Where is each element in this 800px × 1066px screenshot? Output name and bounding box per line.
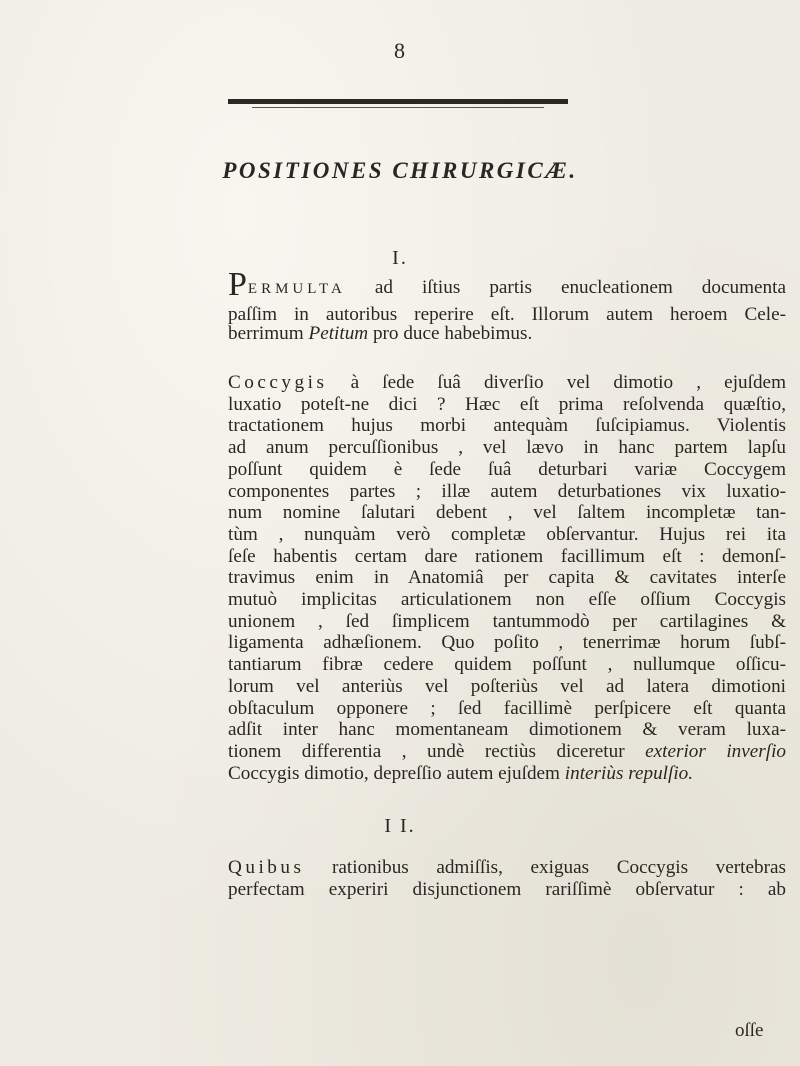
line-text: ad anum percuſſionibus , vel lævo in hanc partem lapſu bbox=[228, 437, 786, 459]
opening-word: Quibus bbox=[228, 857, 305, 878]
line-text: ligamenta adhæſionem. Quo poſito , tenerrimæ horum ſubſ- bbox=[228, 632, 786, 654]
text-line bbox=[228, 741, 786, 763]
text-line bbox=[228, 481, 786, 503]
opening-word: Coccygis bbox=[228, 372, 328, 393]
text-line bbox=[228, 654, 786, 676]
opening-word: ERMULTA bbox=[247, 281, 346, 297]
line-text: ſeſe habentis certam dare rationem facillimum eſt : demonſ- bbox=[228, 545, 786, 567]
line-text: berrimum bbox=[228, 323, 309, 344]
text-line bbox=[228, 676, 786, 698]
paragraph-1 bbox=[228, 266, 786, 344]
line-text: tùm , nunquàm verò completæ obſervantur. Hujus rei ita bbox=[228, 523, 786, 545]
text-line bbox=[228, 305, 786, 324]
text-line bbox=[228, 324, 786, 343]
italic-text: interiùs repulſio. bbox=[564, 762, 694, 784]
page-title: POSITIONES CHIRURGICÆ. bbox=[222, 158, 578, 183]
line-text: ad iſtius partis enucleationem documenta bbox=[345, 277, 786, 298]
text-line bbox=[228, 524, 786, 546]
text-line bbox=[228, 611, 786, 633]
line-text: mutuò implicitas articulationem non eſſe oſſium Coccygis bbox=[228, 589, 786, 611]
text-line bbox=[228, 857, 786, 879]
line-text: adſit inter hanc momentaneam dimotionem & veram luxa- bbox=[228, 719, 786, 741]
text-line bbox=[228, 632, 786, 654]
italic-text: exterior inverſio bbox=[645, 740, 787, 762]
text-line bbox=[228, 415, 786, 437]
line-text: luxatio poteſt-ne dici ? Hæc eſt prima reſolvenda quæſtio, bbox=[228, 393, 786, 415]
line-text: tionem differentia , undè rectiùs diceretur bbox=[228, 740, 646, 762]
line-text: obſtaculum opponere ; ſed facillimè perſpicere eſt quanta bbox=[228, 697, 786, 719]
line-text: rationibus admiſſis, exiguas Coccygis vertebras bbox=[304, 857, 786, 878]
line-text: pro duce habebimus. bbox=[368, 323, 533, 344]
text-line bbox=[228, 266, 786, 305]
catchword: oſſe bbox=[735, 1020, 764, 1041]
line-text: lorum vel anteriùs vel poſteriùs vel ad latera dimotioni bbox=[228, 675, 786, 697]
section-number-1: I. bbox=[392, 247, 408, 269]
text-line bbox=[228, 567, 786, 589]
text-line bbox=[228, 879, 786, 901]
header-rule-thin bbox=[252, 107, 544, 108]
text-line bbox=[228, 459, 786, 481]
header-rule bbox=[228, 99, 568, 104]
text-line bbox=[228, 546, 786, 568]
line-text: paſſim in autoribus reperire eſt. Illorum autem heroem Cele- bbox=[228, 304, 786, 325]
text-line bbox=[228, 372, 786, 394]
text-line bbox=[228, 437, 786, 459]
paragraph-2 bbox=[228, 372, 786, 784]
line-text: tantiarum fibræ cedere quidem poſſunt , nullumque oſſicu- bbox=[228, 654, 786, 676]
text-line bbox=[228, 589, 786, 611]
line-text: unionem , ſed ſimplicem tantummodò per cartilagines & bbox=[228, 610, 786, 632]
initial-letter: P bbox=[228, 266, 247, 303]
page-number: 8 bbox=[394, 38, 406, 63]
text-line bbox=[228, 394, 786, 416]
line-text: poſſunt quidem è ſede ſuâ deturbari variæ Coccygem bbox=[228, 458, 786, 480]
italic-text: Petitum bbox=[308, 323, 369, 344]
text-line bbox=[228, 698, 786, 720]
line-text: travimus enim in Anatomiâ per capita & cavitates interſe bbox=[228, 567, 786, 589]
text-line bbox=[228, 719, 786, 741]
line-text: perfectam experiri disjunctionem rariſſimè obſervatur : ab bbox=[228, 878, 786, 900]
line-text: Coccygis dimotio, depreſſio autem ejuſdem bbox=[228, 762, 565, 784]
paragraph-3 bbox=[228, 857, 786, 900]
line-text: tractationem hujus morbi antequàm ſuſcipiamus. Violentis bbox=[228, 415, 786, 437]
text-line bbox=[228, 502, 786, 524]
text-line bbox=[228, 763, 786, 785]
line-text: à ſede ſuâ diverſio vel dimotio , ejuſdem bbox=[327, 372, 786, 393]
line-text: num nomine ſalutari debent , vel ſaltem incompletæ tan- bbox=[228, 502, 786, 524]
section-number-2: I I. bbox=[384, 815, 416, 837]
line-text: componentes partes ; illæ autem deturbationes vix luxatio- bbox=[228, 480, 786, 502]
